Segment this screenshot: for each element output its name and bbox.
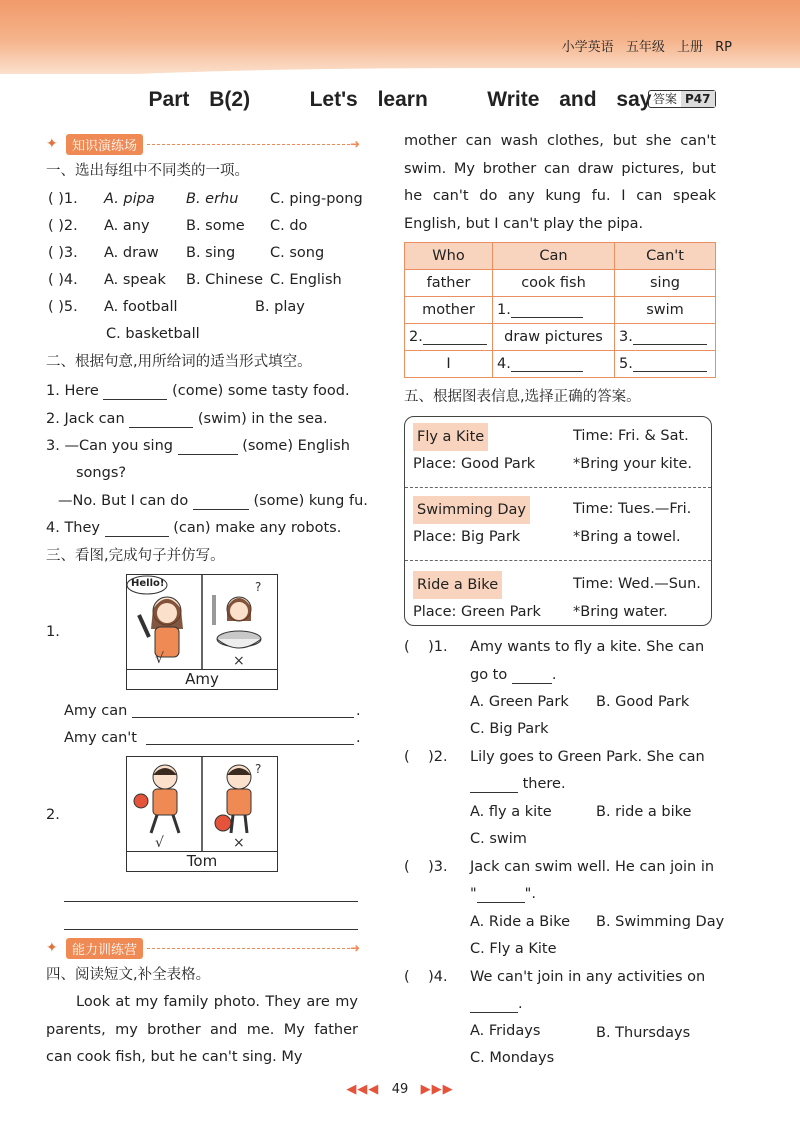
s1-option-a: A. speak (104, 272, 166, 288)
event-name: Ride a Bike (413, 571, 502, 599)
dash-line (147, 144, 350, 145)
table-header-row (405, 243, 716, 270)
s1-item-num: ( )2. (48, 218, 78, 234)
event-row (405, 524, 711, 550)
events-card (404, 416, 712, 626)
s5-option-c[interactable]: C. Big Park (470, 721, 549, 737)
s2-q1 (46, 382, 350, 400)
picture-caption: Tom (127, 851, 277, 871)
dash-line (147, 948, 350, 949)
blank-number: 3. (619, 329, 633, 345)
blank-field[interactable] (470, 1012, 518, 1013)
event-place: Place: Green Park (413, 604, 541, 620)
s2-q3-start: 3. —Can you sing (46, 438, 173, 454)
s5-option-b[interactable]: B. Thursdays (596, 1025, 691, 1041)
event-note: *Bring a towel. (573, 529, 681, 545)
s3-heading: 三、看图,完成句子并仿写。 (46, 548, 225, 564)
event-row (405, 599, 711, 625)
event-block (405, 417, 711, 477)
s1-option-b: B. Chinese (186, 272, 264, 288)
answer-tag (648, 90, 716, 108)
table-cell-blank[interactable] (493, 297, 615, 324)
s1-option-c: C. do (270, 218, 308, 234)
blank-field[interactable] (129, 427, 193, 428)
s5-q1-stem2 (470, 666, 556, 684)
s5-q2-stem2 (470, 775, 566, 793)
s5-option-a[interactable]: A. Fridays (470, 1023, 541, 1039)
s1-option-a: A. draw (104, 245, 159, 261)
s5-heading: 五、根据图表信息,选择正确的答案。 (404, 389, 641, 405)
event-name: Swimming Day (413, 496, 530, 524)
star-icon: ✦ (46, 136, 58, 152)
s1-item-num: ( )1. (48, 191, 78, 207)
s2-q1-start: 1. Here (46, 383, 99, 399)
blank-field[interactable] (633, 344, 707, 345)
header-subject: 小学英语 (561, 40, 614, 55)
table-cell: I (405, 351, 493, 378)
s4-passage-part2: mother can wash clothes, but she can't swim. My brother can draw pictures, but he can't do any kung fu. I can speak English, but I can't play the pipa. (404, 133, 716, 232)
picture-caption: Amy (127, 669, 277, 689)
blank-field[interactable] (511, 371, 583, 372)
section-banner-practice (46, 133, 360, 155)
table-header-cell: Can (493, 243, 615, 270)
blank-field[interactable] (423, 344, 487, 345)
stem-end: . (518, 996, 523, 1012)
s1-item-num: ( )4. (48, 272, 78, 288)
s1-option-b: B. sing (186, 245, 236, 261)
blank-field[interactable] (103, 399, 167, 400)
s1-option-a: A. any (104, 218, 150, 234)
stem-text: go to (470, 667, 508, 683)
blank-line[interactable] (64, 912, 358, 930)
s5-option-a[interactable]: A. fly a kite (470, 804, 552, 820)
blank-field[interactable] (132, 700, 354, 718)
event-time: Time: Fri. & Sat. (573, 428, 689, 444)
s5-q-num[interactable]: ( )1. (404, 639, 448, 655)
blank-field[interactable] (193, 509, 249, 510)
blank-field[interactable] (105, 536, 169, 537)
s3-amy-cant: Amy can't (64, 730, 137, 746)
arrow-icon: ➜ (349, 137, 360, 151)
s4-heading: 四、阅读短文,补全表格。 (46, 967, 211, 983)
event-row (405, 451, 711, 477)
amy-illustration (127, 575, 277, 669)
s2-q3-answer-start: —No. But I can do (58, 493, 189, 509)
s5-option-c[interactable]: C. swim (470, 831, 527, 847)
blank-number: 2. (409, 329, 423, 345)
page-title: Part B(2) Let's learn Write and say (148, 88, 652, 111)
speech-bubble-text: Hello! (131, 578, 165, 589)
event-place: Place: Big Park (413, 529, 521, 545)
table-header-cell: Can't (615, 243, 716, 270)
picture-panels (127, 575, 277, 669)
event-time: Time: Tues.—Fri. (573, 501, 692, 517)
star-icon: ✦ (46, 940, 58, 956)
s1-option-b: B. erhu (186, 191, 239, 207)
s5-q1-stem: Amy wants to fly a kite. She can (470, 639, 705, 655)
svg-text:?: ? (255, 580, 262, 594)
s5-q-num[interactable]: ( )4. (404, 969, 448, 985)
s5-option-b[interactable]: B. ride a bike (596, 804, 692, 820)
svg-text:×: × (233, 835, 245, 851)
event-place: Place: Good Park (413, 456, 536, 472)
table-cell: father (405, 270, 493, 297)
s3-amy-can: Amy can (64, 703, 128, 719)
s5-q4-stem2 (470, 995, 523, 1013)
blank-number: 4. (497, 356, 511, 372)
table-header-cell: Who (405, 243, 493, 270)
table-cell: cook fish (493, 270, 615, 297)
table-row (405, 351, 716, 378)
event-time: Time: Wed.—Sun. (573, 576, 701, 592)
quote-open: " (470, 886, 477, 902)
s3-item-num: 2. (46, 807, 60, 823)
blank-number: 5. (619, 356, 633, 372)
stem-end: . (551, 667, 557, 683)
s2-q1-end: (come) some tasty food. (172, 383, 350, 399)
header-grade: 五年级 (625, 40, 665, 55)
blank-field[interactable] (146, 727, 354, 745)
quote-close: ". (524, 886, 536, 902)
s2-q3-answer-end: (some) kung fu. (253, 493, 368, 509)
table-row (405, 324, 716, 351)
tom-illustration (127, 757, 277, 851)
table-cell: swim (615, 297, 716, 324)
s1-option-c: C. ping-pong (270, 191, 363, 207)
blank-line[interactable] (64, 884, 358, 902)
s2-q3 (46, 437, 350, 455)
table-cell: draw pictures (493, 324, 615, 351)
picture-tom (126, 756, 278, 872)
right-arrows-icon: ▶▶▶ (420, 1082, 454, 1097)
table-cell: mother (405, 297, 493, 324)
s1-option-a: A. football (104, 299, 178, 315)
event-block (405, 561, 711, 625)
blank-number: 1. (497, 302, 511, 318)
s2-heading: 二、根据句意,用所给词的适当形式填空。 (46, 354, 312, 370)
s1-option-c: C. basketball (106, 326, 200, 342)
s1-option-b: B. some (186, 218, 245, 234)
s5-option-a[interactable]: A. Ride a Bike (470, 914, 570, 930)
s4-passage-part1: Look at my family photo. They are my parents, my brother and me. My father can cook fish, but he can't sing. My (46, 994, 358, 1065)
s5-option-a[interactable]: A. Green Park (470, 694, 569, 710)
event-block (405, 488, 711, 550)
s1-option-c: C. English (270, 272, 342, 288)
event-note: *Bring water. (573, 604, 668, 620)
page-header (562, 36, 732, 55)
s1-option-c: C. song (270, 245, 325, 261)
family-table (404, 242, 716, 378)
s2-q4-start: 4. They (46, 520, 100, 536)
s5-q-num[interactable]: ( )3. (404, 859, 448, 875)
banner-label: 知识演练场 (66, 134, 143, 155)
blank-field[interactable] (477, 902, 525, 903)
s5-q4-stem: We can't join in any activities on (470, 969, 706, 985)
table-cell-blank[interactable] (405, 324, 493, 351)
s5-option-c[interactable]: C. Mondays (470, 1050, 555, 1066)
s2-q4 (46, 519, 341, 537)
period: . (356, 703, 361, 719)
event-name: Fly a Kite (413, 423, 488, 451)
svg-text:√: √ (155, 835, 164, 851)
section-banner-ability (46, 937, 360, 959)
s5-q2-stem: Lily goes to Green Park. She can (470, 749, 705, 765)
s2-q4-end: (can) make any robots. (173, 520, 342, 536)
s5-q3-stem2 (470, 885, 536, 903)
s1-item-num: ( )3. (48, 245, 78, 261)
blank-field[interactable] (511, 317, 583, 318)
s1-heading: 一、选出每组中不同类的一项。 (46, 163, 249, 179)
svg-text:?: ? (255, 762, 262, 776)
s2-q3-mid: (some) English (242, 438, 350, 454)
s2-q3-answer (58, 492, 368, 510)
event-row (405, 571, 711, 599)
s2-q2-start: 2. Jack can (46, 411, 125, 427)
blank-field[interactable] (512, 683, 552, 684)
answer-label: 答案 (653, 92, 678, 106)
blank-field[interactable] (178, 454, 238, 455)
header-edition: RP (715, 40, 732, 55)
s2-q2-end: (swim) in the sea. (197, 411, 328, 427)
period: . (356, 730, 361, 746)
s5-q-num[interactable]: ( )2. (404, 749, 448, 765)
s5-option-b[interactable]: B. Good Park (596, 694, 690, 710)
page-footer (0, 1082, 800, 1097)
s1-item-num: ( )5. (48, 299, 78, 315)
check-mark: √ (155, 651, 164, 667)
event-row (405, 423, 711, 451)
s5-option-b[interactable]: B. Swimming Day (596, 914, 725, 930)
event-note: *Bring your kite. (573, 456, 693, 472)
table-cell: sing (615, 270, 716, 297)
left-arrows-icon: ◀◀◀ (346, 1082, 380, 1097)
s5-q3-stem: Jack can swim well. He can join in (470, 859, 715, 875)
table-cell-blank[interactable] (493, 351, 615, 378)
s2-q2 (46, 410, 328, 428)
table-row (405, 297, 716, 324)
table-cell-blank[interactable] (615, 324, 716, 351)
banner-label: 能力训练营 (66, 938, 143, 959)
s5-option-c[interactable]: C. Fly a Kite (470, 941, 557, 957)
answer-page: P47 (681, 91, 715, 107)
svg-text:×: × (233, 653, 245, 669)
blank-field[interactable] (633, 371, 707, 372)
s3-item-num: 1. (46, 624, 60, 640)
s1-option-a: A. pipa (104, 191, 155, 207)
table-row (405, 270, 716, 297)
s1-option-b: B. play (255, 299, 305, 315)
s2-q3-cont: songs? (76, 465, 127, 481)
stem-text: there. (522, 776, 566, 792)
page-number: 49 (391, 1082, 409, 1097)
picture-amy (126, 574, 278, 690)
arrow-icon: ➜ (349, 941, 360, 955)
event-row (405, 496, 711, 524)
blank-field[interactable] (470, 792, 518, 793)
table-cell-blank[interactable] (615, 351, 716, 378)
header-volume: 上册 (676, 40, 703, 55)
